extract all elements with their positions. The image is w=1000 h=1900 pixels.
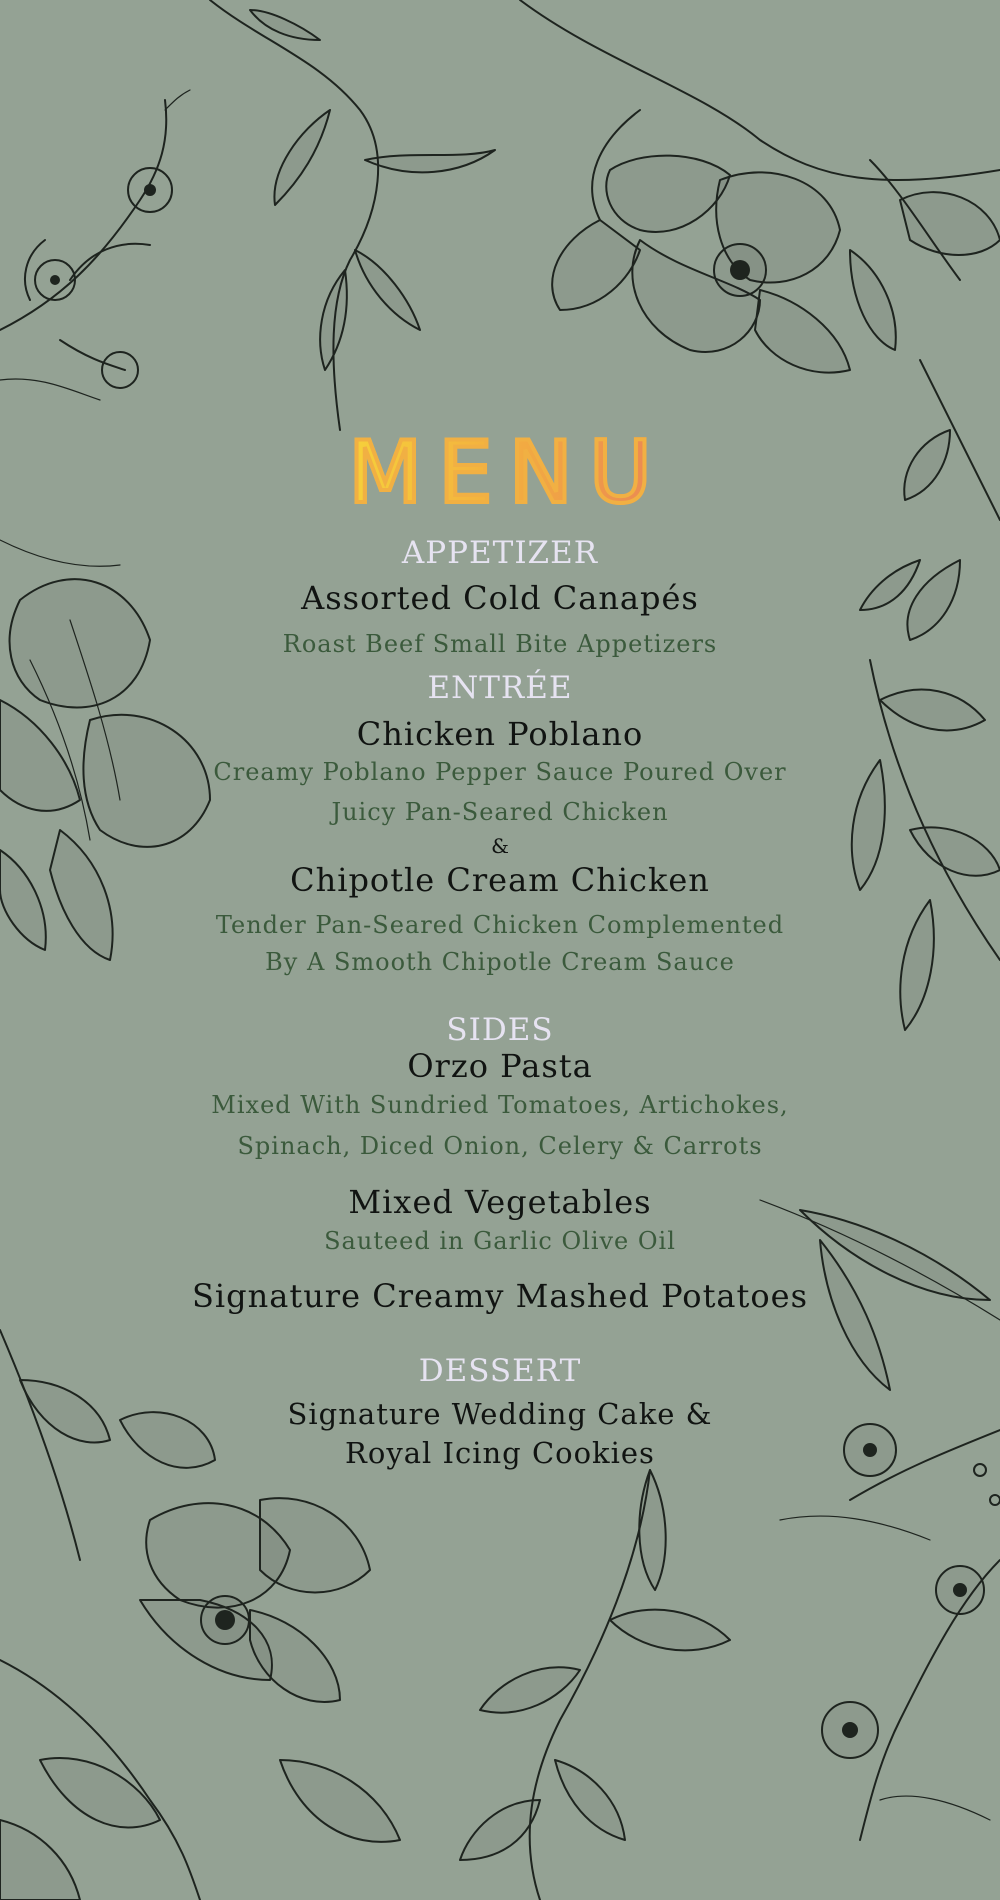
entree-dish-1-desc-line-1: Creamy Poblano Pepper Sauce Poured Over <box>213 758 787 786</box>
sides-dish-2-desc: Sauteed in Garlic Olive Oil <box>324 1227 676 1255</box>
sides-dish-1-desc-line-2: Spinach, Diced Onion, Celery & Carrots <box>237 1132 763 1160</box>
entree-heading: ENTRÉE <box>427 670 573 706</box>
sides-dish-1: Orzo Pasta <box>407 1047 593 1085</box>
top-vine <box>210 0 495 430</box>
dessert-line-2: Royal Icing Cookies <box>345 1436 655 1470</box>
top-left-branch <box>0 90 190 400</box>
bottom-vine <box>460 1470 730 1900</box>
entree-dish-1: Chicken Poblano <box>356 715 644 753</box>
appetizer-description: Roast Beef Small Bite Appetizers <box>282 630 718 658</box>
menu-title <box>0 423 1000 523</box>
sides-dish-3: Signature Creamy Mashed Potatoes <box>192 1277 808 1315</box>
sides-dish-2: Mixed Vegetables <box>348 1183 652 1221</box>
entree-dish-1-desc-line-2: Juicy Pan-Seared Chicken <box>331 798 669 826</box>
entree-joiner: & <box>491 834 509 858</box>
dessert-line-1: Signature Wedding Cake & <box>287 1397 713 1431</box>
appetizer-heading: APPETIZER <box>401 535 599 571</box>
entree-dish-2-desc-line-2: By A Smooth Chipotle Cream Sauce <box>265 948 735 976</box>
menu-title-text: MENU <box>332 428 668 518</box>
appetizer-dish: Assorted Cold Canapés <box>301 579 699 617</box>
sides-heading: SIDES <box>446 1012 554 1048</box>
sides-dish-1-desc-line-1: Mixed With Sundried Tomatoes, Artichokes, <box>211 1091 789 1119</box>
dessert-heading: DESSERT <box>418 1353 582 1389</box>
entree-dish-2: Chipotle Cream Chicken <box>290 861 710 899</box>
bottom-right-branch <box>780 1424 1000 1840</box>
entree-dish-2-desc-line-1: Tender Pan-Seared Chicken Complemented <box>215 911 785 939</box>
